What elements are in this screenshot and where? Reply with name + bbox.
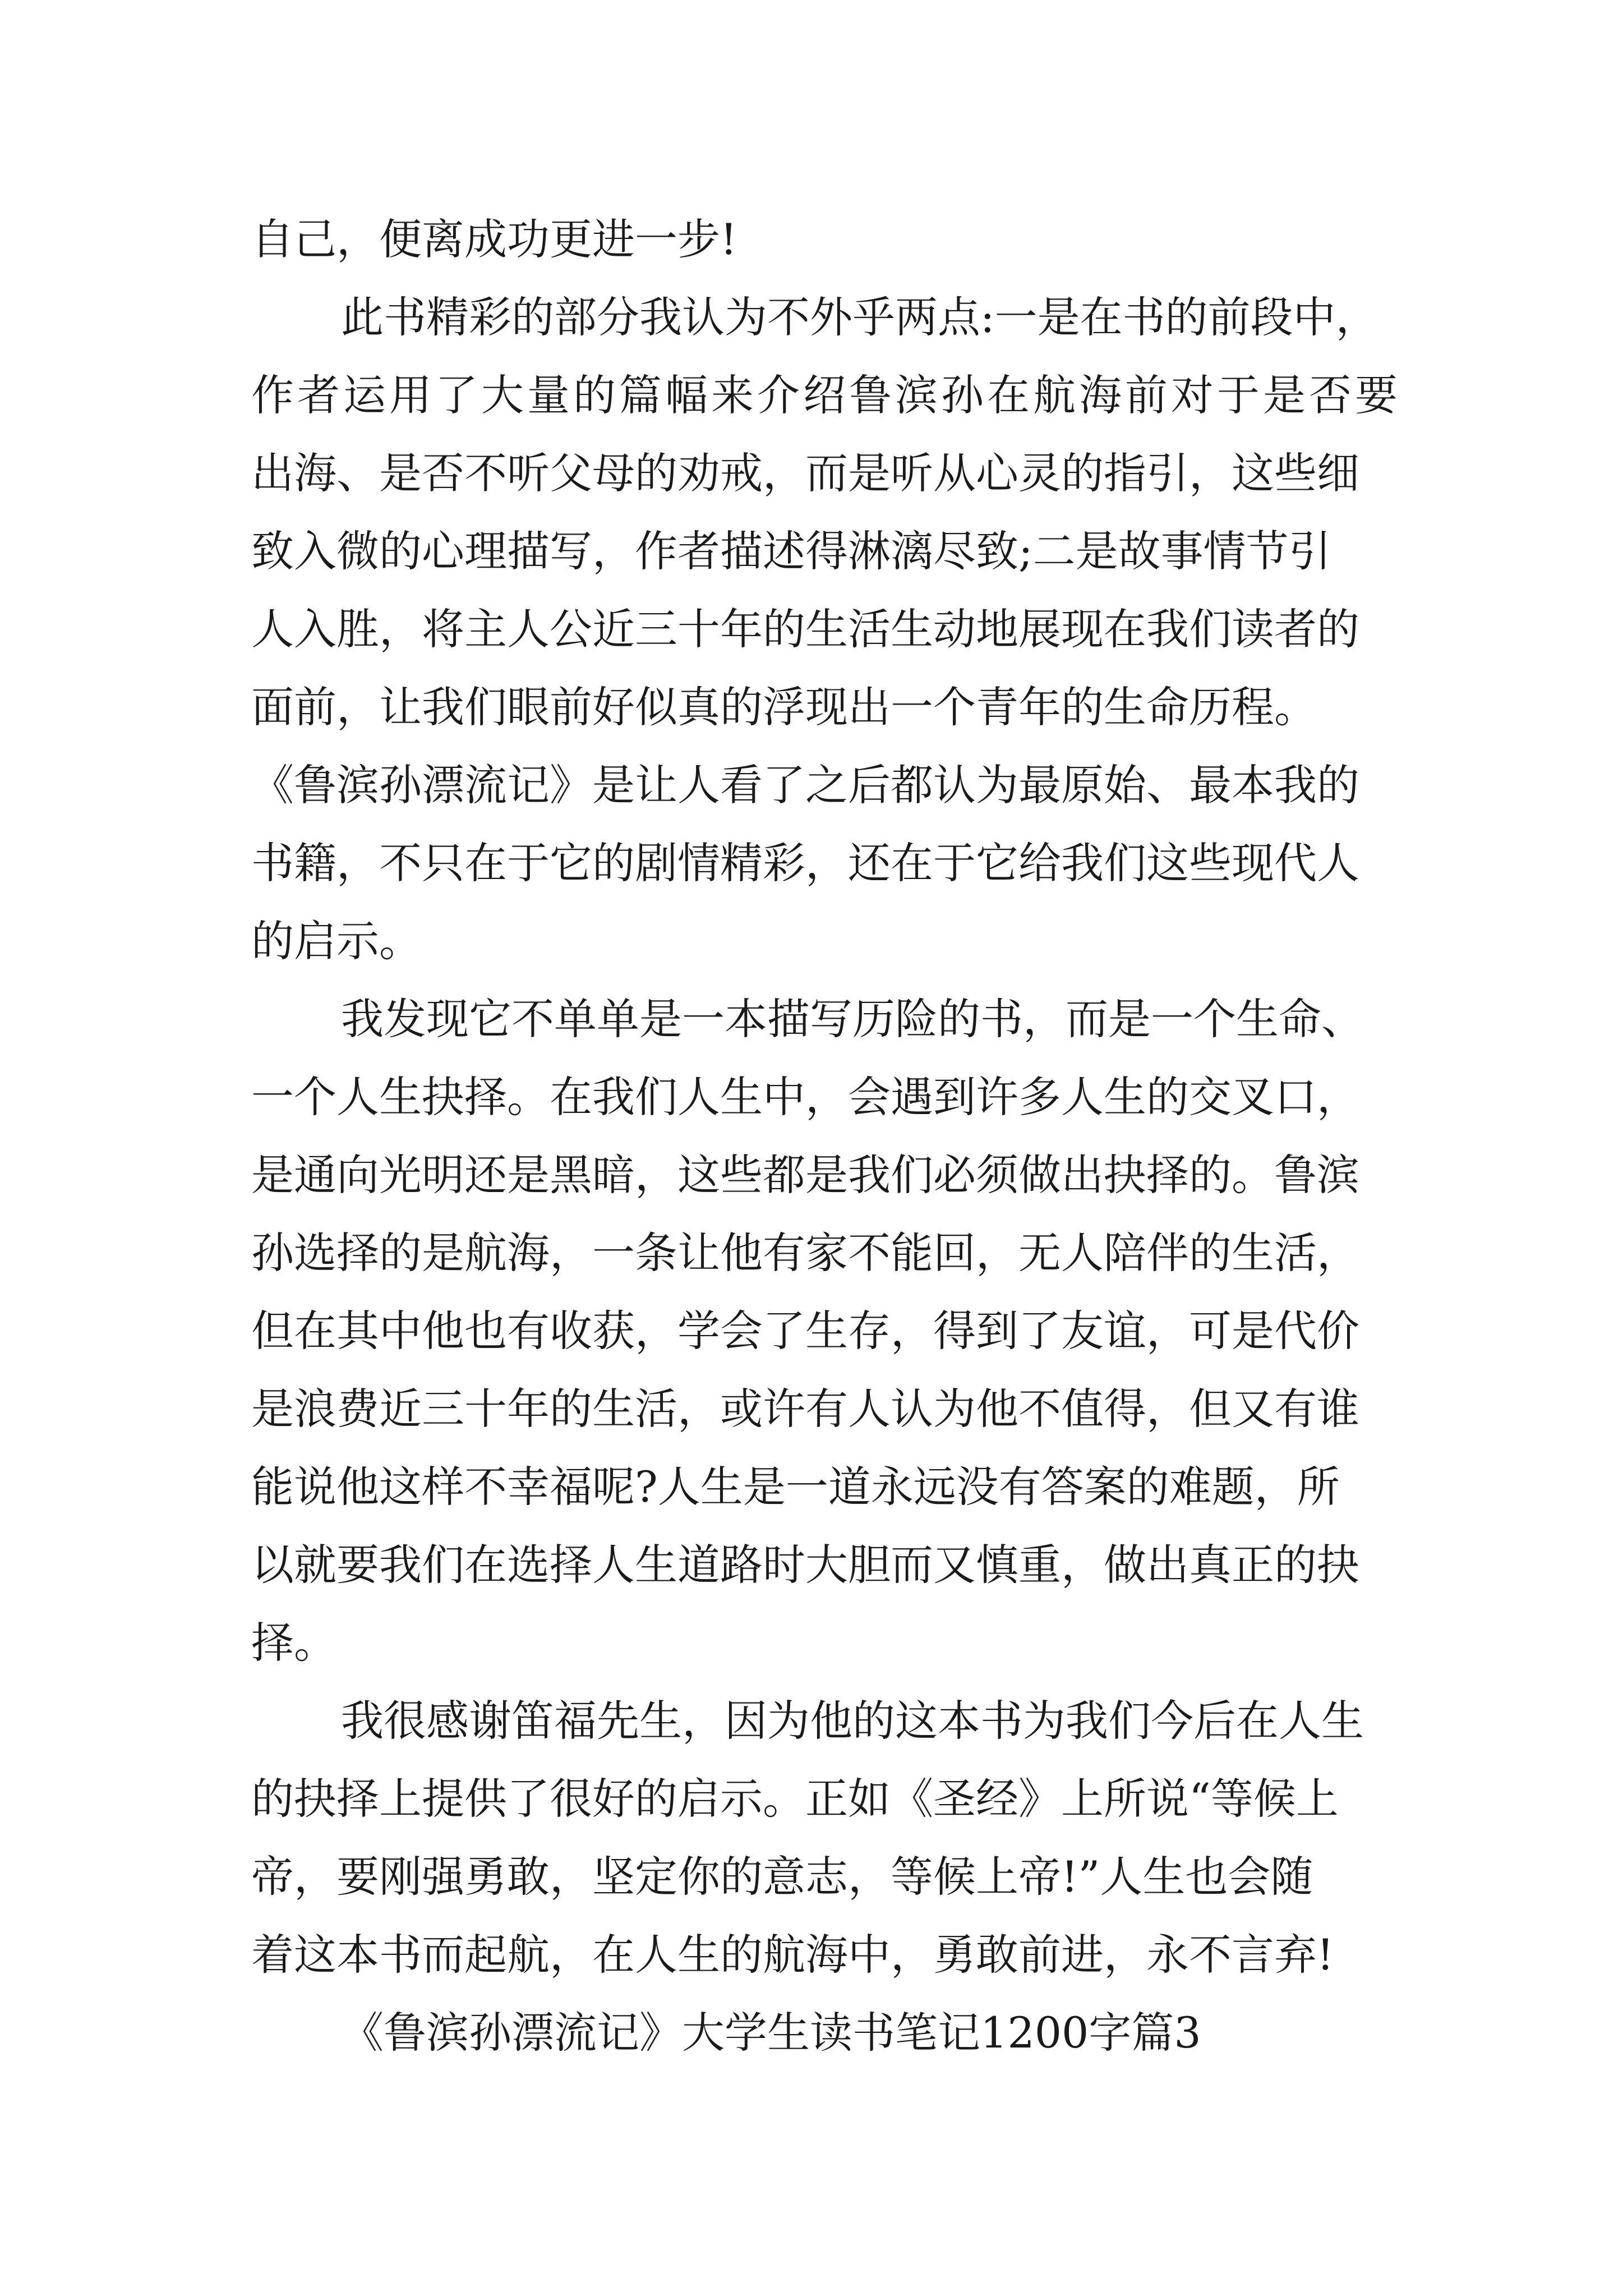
paragraph-line-18: 以就要我们在选择人生道路时大胆而又慎重，做出真正的抉 (251, 1540, 1359, 1590)
paragraph-line-15: 但在其中他也有收获，学会了生存，得到了友谊，可是代价 (251, 1306, 1359, 1356)
paragraph-line-5: 致入微的心理描写，作者描述得淋漓尽致;二是故事情节引 (251, 526, 1331, 576)
paragraph-line-13: 是通向光明还是黑暗，这些都是我们必须做出抉择的。鲁滨 (251, 1150, 1359, 1200)
paragraph-line-4: 出海、是否不听父母的劝戒，而是听从心灵的指引，这些细 (251, 448, 1359, 498)
paragraph-line-16: 是浪费近三十年的生活，或许有人认为他不值得，但又有谁 (251, 1384, 1359, 1434)
paragraph-line-6: 人入胜，将主人公近三十年的生活生动地展现在我们读者的 (251, 604, 1359, 654)
paragraph-line-7: 面前，让我们眼前好似真的浮现出一个青年的生命历程。 (251, 682, 1317, 732)
paragraph-line-3: 作者运用了大量的篇幅来介绍鲁滨孙在航海前对于是否要 (251, 370, 1401, 420)
paragraph-line-23: 着这本书而起航，在人生的航海中，勇敢前进，永不言弃! (251, 1930, 1334, 1980)
paragraph-line-1: 自己，便离成功更进一步! (251, 214, 737, 264)
paragraph-line-22: 帝，要刚强勇敢，坚定你的意志，等候上帝!”人生也会随 (251, 1852, 1313, 1902)
paragraph-line-17: 能说他这样不幸福呢?人生是一道永远没有答案的难题，所 (251, 1462, 1340, 1512)
paragraph-line-20: 我很感谢笛福先生，因为他的这本书为我们今后在人生 (341, 1696, 1364, 1746)
paragraph-line-11: 我发现它不单单是一本描写历险的书，而是一个生命、 (341, 994, 1364, 1044)
paragraph-line-21: 的抉择上提供了很好的启示。正如《圣经》上所说“等候上 (251, 1774, 1339, 1824)
paragraph-line-14: 孙选择的是航海，一条让他有家不能回，无人陪伴的生活， (251, 1228, 1359, 1278)
paragraph-line-19: 择。 (251, 1618, 336, 1668)
paragraph-line-8: 《鲁滨孙漂流记》是让人看了之后都认为最原始、最本我的 (251, 760, 1359, 810)
paragraph-line-12: 一个人生抉择。在我们人生中，会遇到许多人生的交叉口， (251, 1072, 1359, 1122)
section-heading: 《鲁滨孙漂流记》大学生读书笔记1200字篇3 (341, 2008, 1201, 2058)
paragraph-line-9: 书籍，不只在于它的剧情精彩，还在于它给我们这些现代人 (251, 838, 1359, 888)
paragraph-line-10: 的启示。 (251, 916, 422, 966)
paragraph-line-2: 此书精彩的部分我认为不外乎两点:一是在书的前段中， (341, 292, 1378, 342)
